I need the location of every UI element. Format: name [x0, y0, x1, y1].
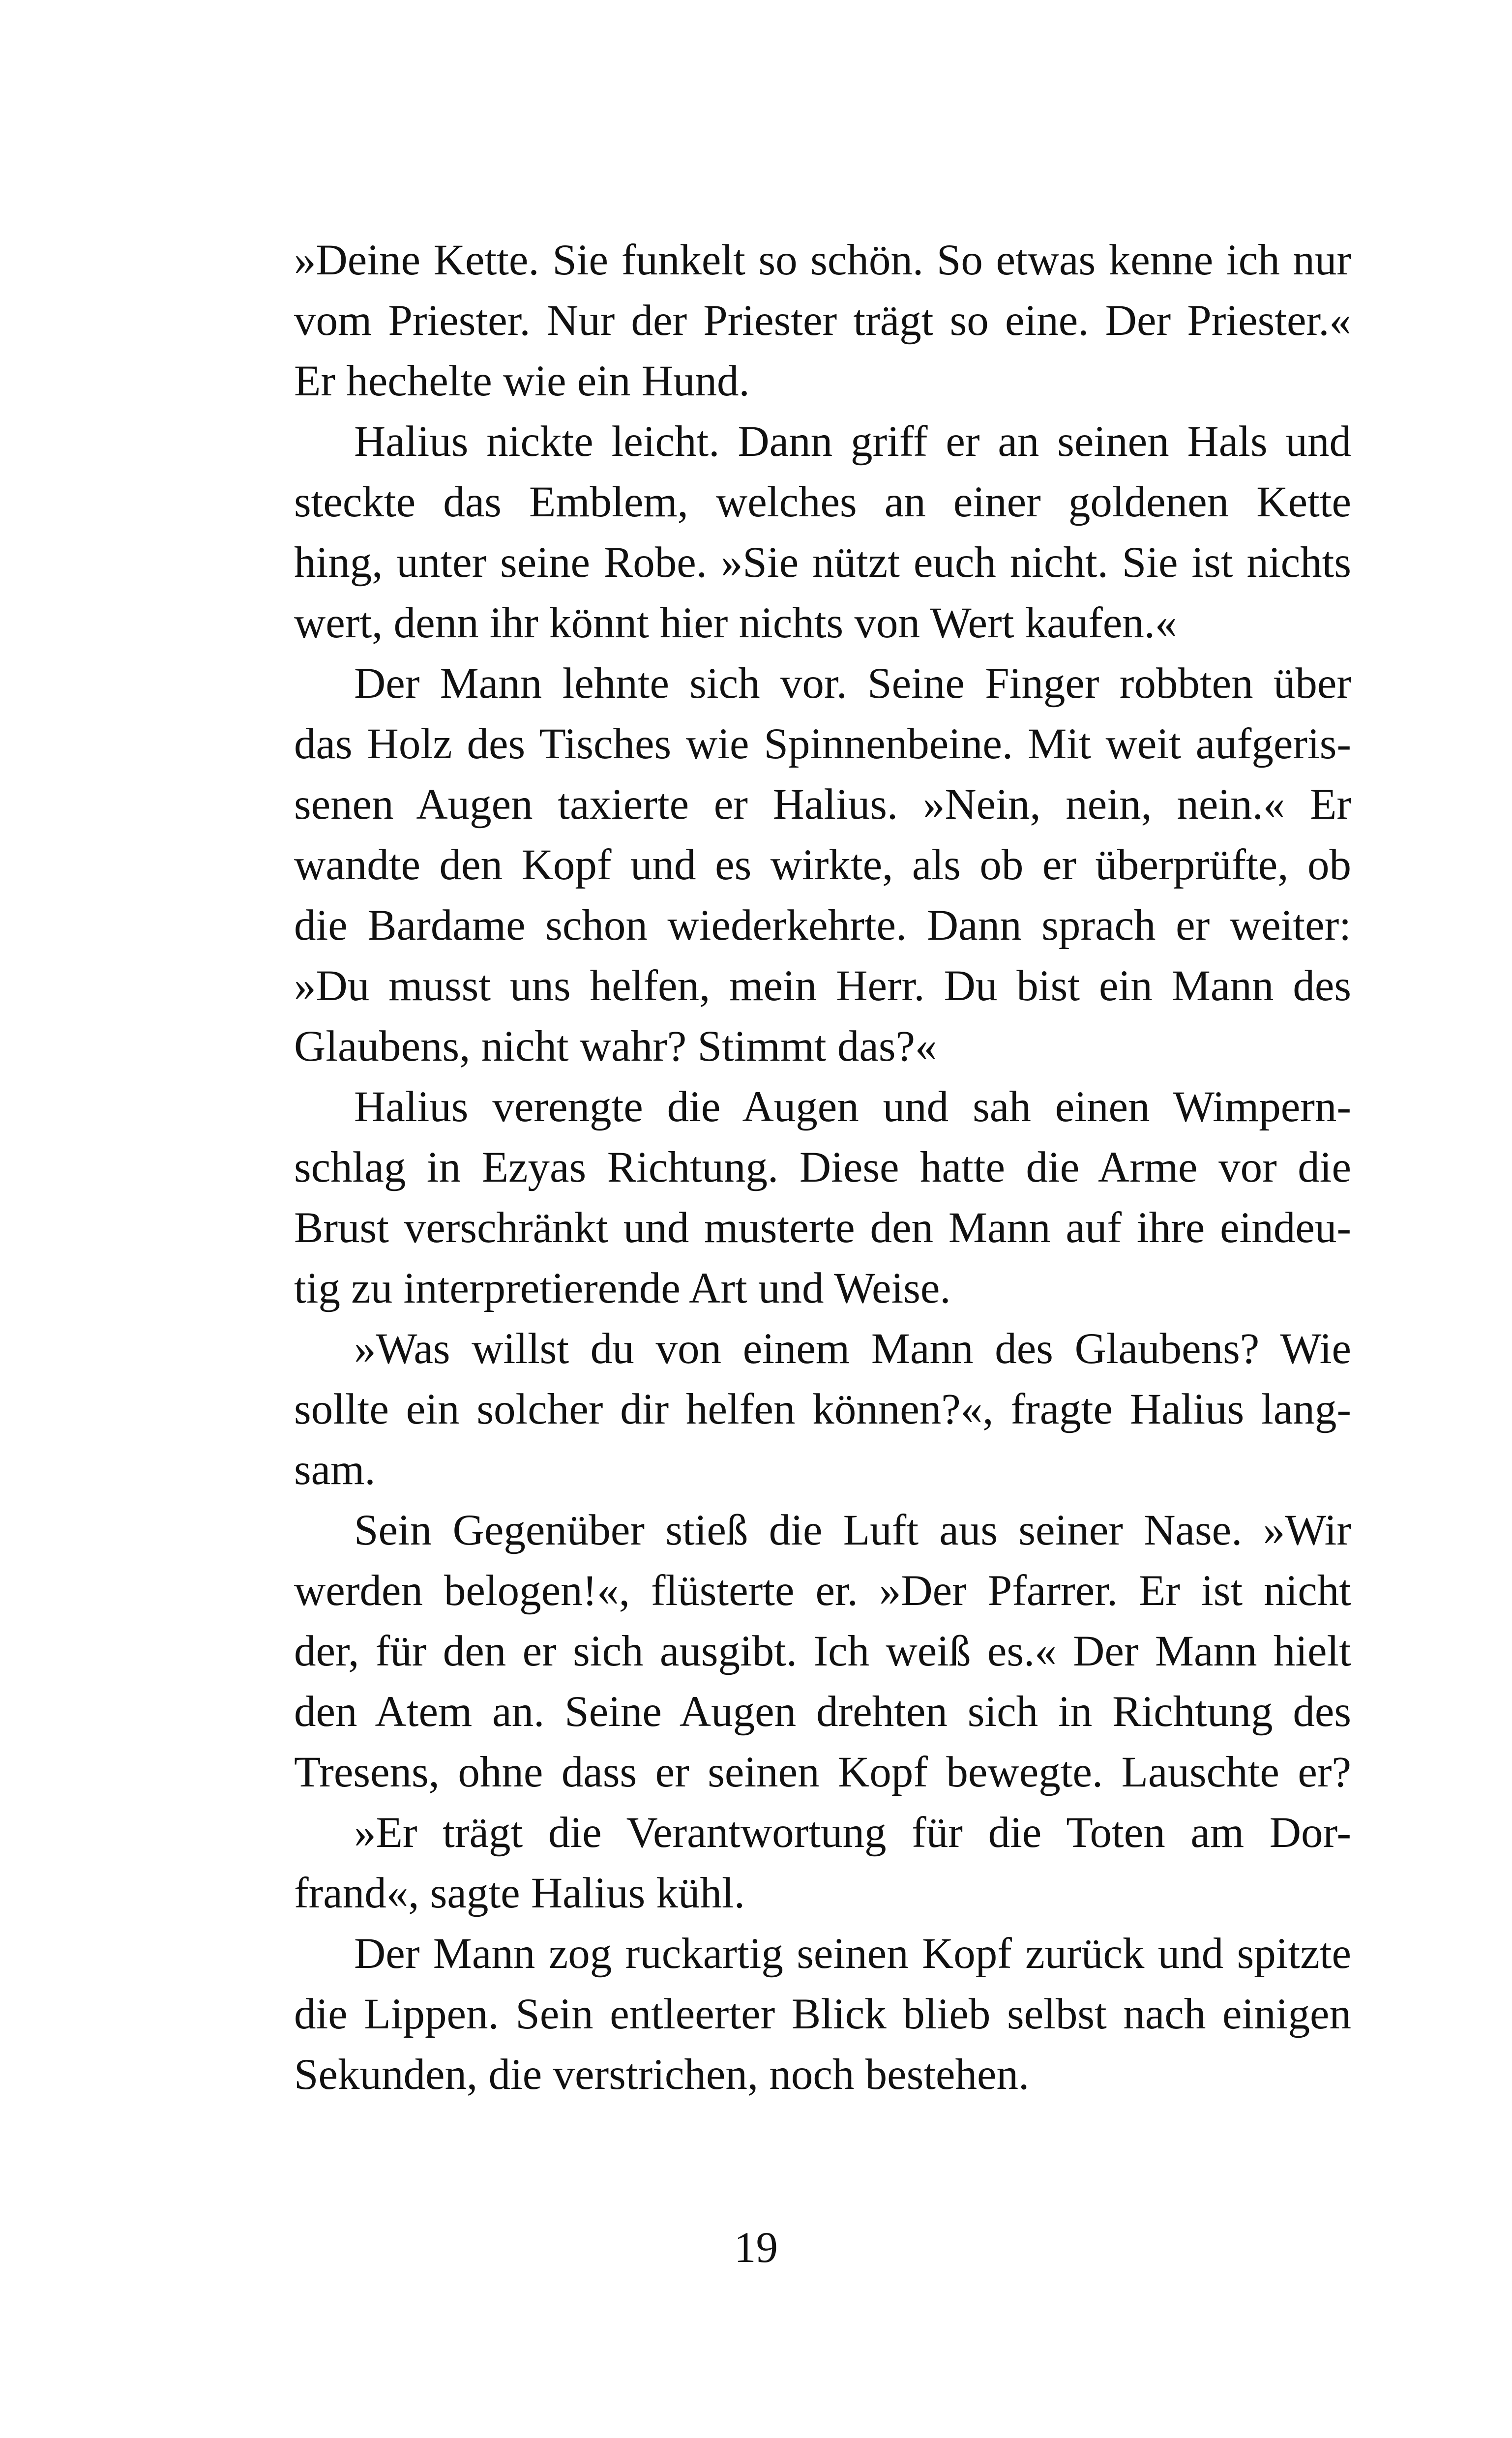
text-line: steckte das Emblem, welches an einer goldenen Kette [294, 478, 1351, 526]
text-line: »Was willst du von einem Mann des Glaubens? Wie [354, 1325, 1351, 1373]
text-line: frand«, sagte Halius kühl. [294, 1869, 745, 1917]
text-line: hing, unter seine Robe. »Sie nützt euch nicht. Sie ist nichts [294, 538, 1351, 587]
text-line: die Lippen. Sein entleerter Blick blieb selbst nach einigen [294, 1990, 1351, 2038]
text-line: sam. [294, 1446, 376, 1494]
text-line: werden belogen!«, flüsterte er. »Der Pfarrer. Er ist nicht [294, 1567, 1351, 1615]
text-line: schlag in Ezyas Richtung. Diese hatte die Arme vor die [294, 1143, 1351, 1191]
text-line: senen Augen taxierte er Halius. »Nein, nein, nein.« Er [294, 780, 1351, 829]
text-line: wert, denn ihr könnt hier nichts von Wert kaufen.« [294, 599, 1177, 647]
text-line: Der Mann lehnte sich vor. Seine Finger robbten über [354, 659, 1351, 708]
text-line: der, für den er sich ausgibt. Ich weiß es.« Der Mann hielt [294, 1627, 1351, 1675]
text-line: Brust verschränkt und musterte den Mann auf ihre eindeu- [294, 1204, 1351, 1252]
text-line: »Er trägt die Verantwortung für die Toten am Dor- [354, 1809, 1351, 1857]
text-line: die Bardame schon wiederkehrte. Dann sprach er weiter: [294, 901, 1351, 950]
text-line: Glaubens, nicht wahr? Stimmt das?« [294, 1022, 937, 1070]
text-line: das Holz des Tisches wie Spinnenbeine. Mit weit aufgeris- [294, 720, 1351, 768]
text-line: Sekunden, die verstrichen, noch bestehen. [294, 2051, 1030, 2099]
page-number: 19 [734, 2224, 778, 2272]
text-line: Sein Gegenüber stieß die Luft aus seiner Nase. »Wir [354, 1506, 1351, 1554]
text-line: Tresens, ohne dass er seinen Kopf bewegte. Lauschte er? [294, 1748, 1351, 1796]
text-line: Der Mann zog ruckartig seinen Kopf zurück und spitzte [354, 1930, 1351, 1978]
text-line: den Atem an. Seine Augen drehten sich in Richtung des [294, 1688, 1351, 1736]
text-line: tig zu interpretierende Art und Weise. [294, 1264, 951, 1312]
text-line: »Du musst uns helfen, mein Herr. Du bist ein Mann des [294, 962, 1351, 1010]
text-line: vom Priester. Nur der Priester trägt so eine. Der Priester.« [294, 297, 1351, 345]
body-text [294, 230, 1351, 2105]
text-line: Er hechelte wie ein Hund. [294, 357, 750, 405]
text-line: sollte ein solcher dir helfen können?«, fragte Halius lang- [294, 1385, 1351, 1433]
text-line: »Deine Kette. Sie funkelt so schön. So etwas kenne ich nur [294, 236, 1351, 284]
text-line: Halius verengte die Augen und sah einen Wimpern- [354, 1083, 1351, 1131]
text-line: wandte den Kopf und es wirkte, als ob er überprüfte, ob [294, 841, 1351, 889]
text-line: Halius nickte leicht. Dann griff er an seinen Hals und [354, 417, 1351, 466]
